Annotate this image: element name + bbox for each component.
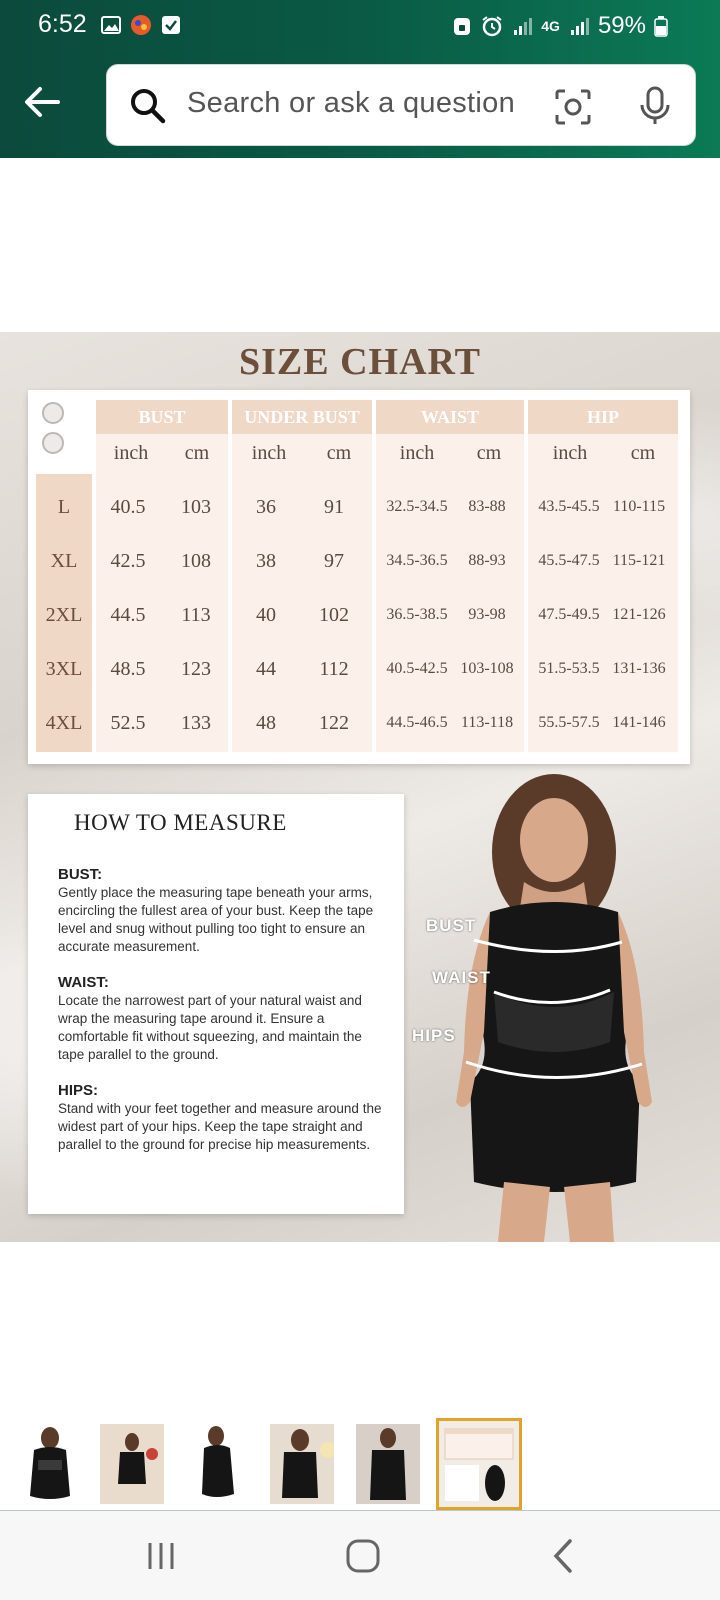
table-cell: 44 [256,658,276,680]
thumbnail-3[interactable] [186,1424,250,1504]
size-column [36,474,92,752]
search-input[interactable] [106,64,696,146]
table-cell: 40.5-42.5 [386,660,448,677]
hips-heading: HIPS: [58,1082,99,1099]
alarm-icon [481,15,503,37]
status-bar [0,0,720,52]
table-cell: 112 [319,658,349,680]
decorative-circle-icon [42,402,64,424]
app-header [0,0,720,158]
table-cell: 43.5-45.5 [538,498,600,515]
thumbnail-5[interactable] [356,1424,420,1504]
table-cell: 102 [319,604,349,626]
battery-percent: 59% [597,12,646,39]
table-cell: 32.5-34.5 [386,498,448,515]
table-cell: 115-121 [612,552,666,569]
unit-cm: cm [630,442,656,464]
table-cell: 121-126 [612,606,666,623]
waist-instructions: Locate the narrowest part of your natural waist and wrap the measuring tape around it. Ensure a comfortable fit without squeezing, and maintain the tape parallel to the ground. [58,993,362,1062]
table-cell: 141-146 [612,714,666,731]
size-label: 4XL [45,712,83,734]
table-cell: 42.5 [110,550,146,572]
model-bust-label: BUST [426,916,477,935]
table-cell: 36 [256,496,276,518]
size-label: 2XL [45,604,83,626]
unit-cm: cm [184,442,210,464]
status-notification-icons [100,14,182,36]
table-cell: 103-108 [460,660,514,677]
table-cell: 97 [324,550,344,572]
model-waist-label: WAIST [432,968,491,987]
hip-column-group [528,400,678,752]
model-photo [404,762,720,1242]
thumbnail-strip [0,1418,720,1510]
status-time: 6:52 [38,10,87,38]
signal-icon-2 [568,15,590,37]
table-cell: 48.5 [110,658,146,680]
table-cell: 103 [181,496,211,518]
how-to-measure-card [28,794,404,1214]
network-type: 4G [541,18,560,34]
table-cell: 47.5-49.5 [538,606,600,623]
table-cell: 83-88 [468,498,506,515]
product-image[interactable] [0,332,720,1242]
size-chart-title: SIZE CHART [238,341,481,383]
waist-column-group [376,400,524,752]
model-hips-label: HIPS [412,1026,456,1045]
thumbnail-model-image [356,1424,420,1504]
back-arrow-icon[interactable] [20,80,64,124]
unit-cm: cm [476,442,502,464]
thumbnail-model-image [100,1424,164,1504]
thumbnail-4[interactable] [270,1424,334,1504]
size-label: 3XL [45,658,83,680]
table-cell: 93-98 [468,606,506,623]
task-done-notification-icon [160,14,182,36]
waist-header: WAIST [376,400,524,434]
camera-search-icon[interactable] [553,87,593,127]
bust-heading: BUST: [58,866,103,883]
thumbnail-model-image [18,1424,82,1504]
table-cell: 44.5 [110,604,146,626]
size-label: XL [50,550,78,572]
back-icon[interactable] [542,1533,588,1579]
system-navigation-bar [0,1511,720,1600]
how-to-measure-title: HOW TO MEASURE [74,810,287,835]
table-cell: 51.5-53.5 [538,660,600,677]
unit-inch: inch [113,442,149,464]
thumbnail-6[interactable] [436,1418,522,1510]
table-cell: 88-93 [468,552,506,569]
recent-apps-icon[interactable] [138,1533,184,1579]
table-cell: 48 [256,712,276,734]
table-cell: 52.5 [110,712,146,734]
thumbnail-model-image [186,1424,250,1504]
signal-icon [511,15,533,37]
thumbnail-size-chart-image [439,1421,519,1507]
size-label: L [57,496,71,518]
table-cell: 40.5 [110,496,146,518]
search-placeholder: Search or ask a question [187,87,515,119]
unit-inch: inch [251,442,287,464]
lock-icon [451,15,473,37]
table-cell: 131-136 [612,660,666,677]
table-cell: 40 [256,604,276,626]
table-cell: 55.5-57.5 [538,714,600,731]
status-system-icons [451,12,668,40]
gallery-notification-icon [100,14,122,36]
unit-cm: cm [326,442,352,464]
table-cell: 113-118 [460,714,514,731]
table-cell: 91 [324,496,344,518]
hips-instructions: Stand with your feet together and measure around the widest part of your hips. Keep the tape straight and parallel to the ground for precise hip measurements. [58,1101,382,1152]
app-notification-icon [130,14,152,36]
size-chart-table [28,390,690,764]
waist-heading: WAIST: [58,974,109,991]
bust-header: BUST [96,400,228,434]
table-cell: 44.5-46.5 [386,714,448,731]
table-cell: 108 [181,550,211,572]
decorative-circle-icon [42,432,64,454]
table-cell: 113 [181,604,211,626]
table-cell: 122 [319,712,349,734]
under-bust-header: UNDER BUST [232,400,372,434]
table-cell: 36.5-38.5 [386,606,448,623]
battery-icon [654,15,668,37]
unit-inch: inch [399,442,435,464]
search-icon [129,87,167,125]
hip-header: HIP [528,400,678,434]
home-icon[interactable] [340,1533,386,1579]
thumbnail-model-image [270,1424,334,1504]
bust-column-group [96,400,228,752]
microphone-icon[interactable] [637,85,673,127]
thumbnail-1[interactable] [18,1424,82,1504]
bust-instructions: Gently place the measuring tape beneath your arms, encircling the fullest area of your bust. Keep the tape level and snug without pulling too tight to ensure an accurate measurement. [58,885,374,954]
unit-inch: inch [552,442,588,464]
table-cell: 34.5-36.5 [386,552,448,569]
under-bust-column-group [232,400,372,752]
thumbnail-2[interactable] [100,1424,164,1504]
table-cell: 133 [181,712,211,734]
table-cell: 110-115 [612,498,666,515]
table-cell: 38 [256,550,276,572]
table-cell: 45.5-47.5 [538,552,600,569]
table-cell: 123 [181,658,211,680]
